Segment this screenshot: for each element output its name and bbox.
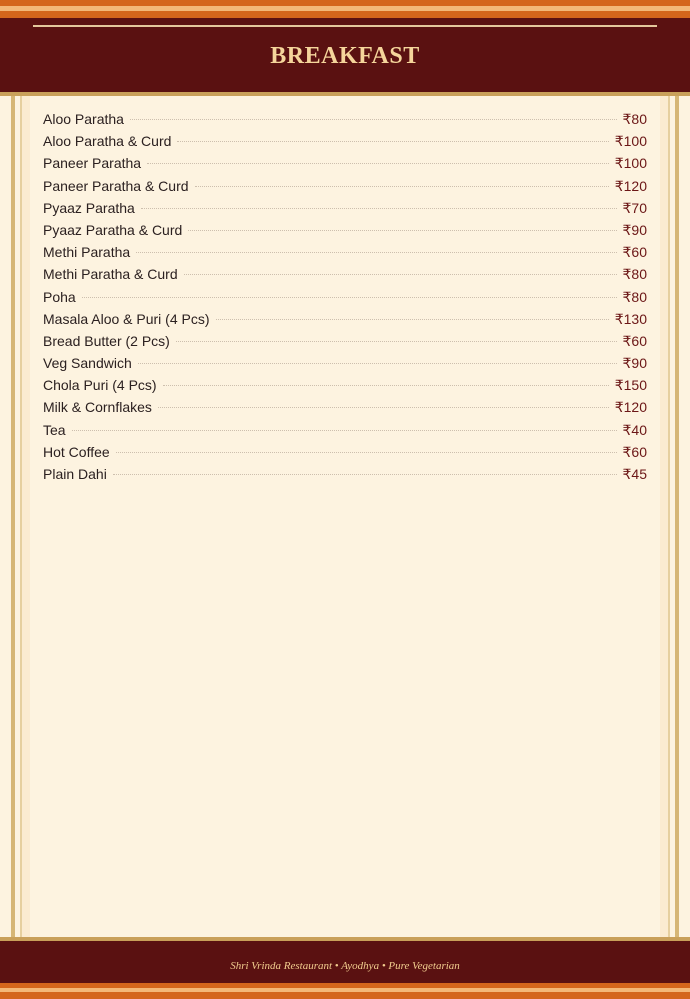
menu-item-name: Paneer Paratha & Curd: [43, 177, 189, 194]
menu-item-name: Aloo Paratha & Curd: [43, 133, 172, 150]
header-gold-border: [0, 92, 690, 96]
menu-item: [43, 374, 647, 396]
menu-item: [43, 219, 647, 241]
dotted-leader: [72, 430, 617, 431]
dotted-leader: [136, 252, 616, 253]
dotted-leader: [195, 186, 609, 187]
page-header: [0, 18, 690, 92]
menu-item: [43, 463, 647, 485]
menu-item-name: Hot Coffee: [43, 443, 110, 460]
menu-item-name: Poha: [43, 288, 76, 305]
menu-item: [43, 152, 647, 174]
menu-item-price: ₹40: [622, 421, 647, 438]
menu-item: [43, 175, 647, 197]
menu-item-price: ₹130: [614, 310, 647, 327]
menu-item-name: Methi Paratha & Curd: [43, 266, 178, 283]
menu-item-price: ₹150: [614, 377, 647, 394]
dotted-leader: [116, 452, 617, 453]
menu-item: [43, 197, 647, 219]
menu-item-name: Bread Butter (2 Pcs): [43, 332, 170, 349]
menu-item: [43, 130, 647, 152]
menu-item: [43, 330, 647, 352]
menu-item: [43, 263, 647, 285]
menu-item-price: ₹80: [622, 288, 647, 305]
header-divider-line: [33, 25, 657, 27]
menu-item-price: ₹100: [614, 155, 647, 172]
right-pale-border: [660, 96, 668, 939]
menu-item: [43, 308, 647, 330]
left-pale-border: [22, 96, 30, 939]
dotted-leader: [113, 474, 617, 475]
dotted-leader: [188, 230, 616, 231]
menu-item-price: ₹80: [622, 111, 647, 127]
dotted-leader: [82, 297, 617, 298]
dotted-leader: [184, 274, 617, 275]
dotted-leader: [138, 363, 617, 364]
menu-item-name: Chola Puri (4 Pcs): [43, 377, 157, 394]
dotted-leader: [158, 407, 609, 408]
dotted-leader: [177, 141, 608, 142]
menu-item-name: Pyaaz Paratha & Curd: [43, 221, 183, 238]
page-title: BREAKFAST: [270, 43, 420, 69]
menu-item-price: ₹60: [622, 244, 647, 261]
menu-item: [43, 241, 647, 263]
page-footer: [0, 941, 690, 983]
menu-item-name: Pyaaz Paratha: [43, 199, 135, 216]
bottom-stripe-highlight: [0, 988, 690, 992]
menu-item-name: Masala Aloo & Puri (4 Pcs): [43, 310, 210, 327]
menu-item-price: ₹90: [622, 221, 647, 238]
menu-item-price: ₹60: [622, 332, 647, 349]
menu-item-name: Aloo Paratha: [43, 111, 124, 127]
bottom-decorative-stripe: [0, 983, 690, 999]
menu-item-price: ₹100: [614, 133, 647, 150]
menu-item-name: Tea: [43, 421, 66, 438]
menu-item: [43, 441, 647, 463]
dotted-leader: [130, 119, 617, 120]
menu-item-name: Veg Sandwich: [43, 355, 132, 372]
menu-item-price: ₹60: [622, 443, 647, 460]
menu-item-name: Milk & Cornflakes: [43, 399, 152, 416]
menu-item-name: Methi Paratha: [43, 244, 131, 261]
menu-item: [43, 352, 647, 374]
menu-item-price: ₹70: [622, 199, 647, 216]
menu-item-price: ₹120: [614, 399, 647, 416]
dotted-leader: [216, 319, 609, 320]
menu-item-price: ₹45: [622, 466, 647, 482]
top-decorative-stripe: [0, 0, 690, 20]
right-inner-border: [668, 96, 670, 939]
dotted-leader: [141, 208, 617, 209]
menu-item: [43, 108, 647, 130]
menu-item: [43, 419, 647, 441]
right-outer-border: [675, 96, 679, 939]
menu-item: [43, 396, 647, 418]
menu-list: [43, 108, 647, 485]
dotted-leader: [176, 341, 617, 342]
menu-item-price: ₹90: [622, 355, 647, 372]
menu-item-name: Paneer Paratha: [43, 155, 142, 172]
dotted-leader: [147, 163, 609, 164]
top-stripe-highlight: [0, 6, 690, 11]
menu-item-price: ₹120: [614, 177, 647, 194]
footer-tagline: Shri Vrinda Restaurant • Ayodhya • Pure Vegetarian: [230, 960, 460, 972]
menu-item-name: Plain Dahi: [43, 466, 107, 482]
menu-item-price: ₹80: [622, 266, 647, 283]
left-outer-border: [11, 96, 15, 939]
menu-item: [43, 286, 647, 308]
dotted-leader: [163, 385, 609, 386]
